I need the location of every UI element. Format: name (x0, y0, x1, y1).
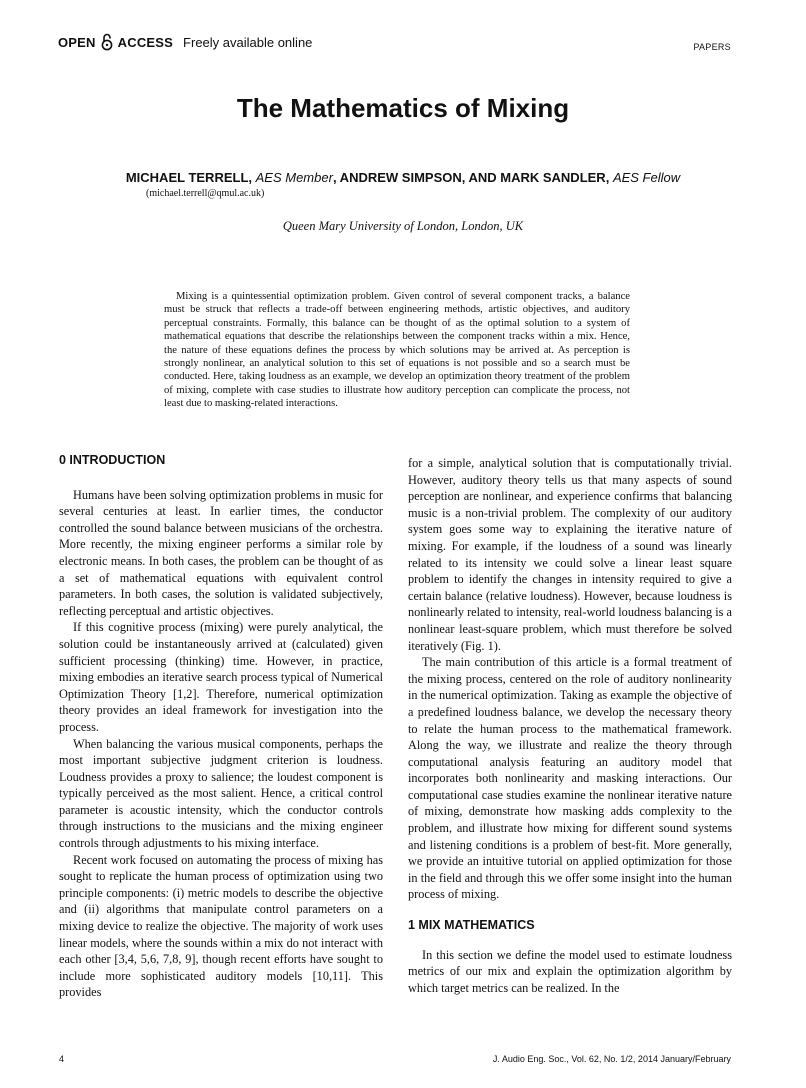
body-paragraph: The main contribution of this article is a formal treatment of the mixing process, centered on the role of auditory nonlinearity in the numerical optimization. Taking as example the objective of a predefined loudness balance, we develop the necessary theory to relate the human process to the mathematical framework. Along the way, we illustrate and realize the theory through computational analysis featuring an auditory model that incorporates both nonlinearity and masking interactions. Our computational case studies examine the nonlinear iterative nature of mixing, demonstrate how masking adds complexity to the problem, and illustrate how mixing for different sound systems and listening conditions is a problem of best-fit. More generally, we provide an intuitive tutorial on applied optimization for those in the field and through this we offer some insight into the human process of mixing. (408, 655, 732, 902)
freely-available-tagline: Freely available online (183, 34, 313, 50)
body-paragraph: Recent work focused on automating the process of mixing has sought to replicate the human process of optimization using two principle components: (i) metric models to describe the objective and (ii) algorithms that manipulate control parameters on a mixing device to realize the objective. The majority of work uses linear models, where the sounds within a mix do not interact with each other [3,4, 5,6, 7,8, 9], though recent efforts have sought to include more sophisticated auditory models [10,11]. This provides (59, 852, 383, 1000)
body-paragraph: When balancing the various musical components, perhaps the most important subjective judgment criterion is loudness. Loudness provides a proxy to salience; the loudest component is typically perceived as the most salient. Hence, a critical control parameter is acoustic intensity, which the conductor controls through instructions to the musicians and the mixing engineer controls through adjustments to his mixing interface. (59, 736, 383, 851)
affiliation: Queen Mary University of London, London, UK (282, 219, 524, 233)
body-paragraph: If this cognitive process (mixing) were purely analytical, the solution could be instantaneously arrived at (calculated) given sufficient processing (thinking) time. However, in practice, mixing embodies an iterative search process typical of Numerical Optimization Theory [1,2]. Therefore, numerical optimization theory provides an ideal framework for investigation into the process. (59, 620, 383, 734)
left-column (59, 452, 383, 1001)
section-heading-mix-mathematics: 1 MIX MATHEMATICS (408, 918, 535, 933)
body-paragraph: In this section we define the model used to estimate loudness metrics of our mix and explain the optimization algorithm by which target metrics can be realized. In the (408, 947, 732, 995)
section-heading-introduction: 0 INTRODUCTION (59, 453, 166, 467)
author-line (0, 170, 806, 185)
author-email: (michael.terrell@qmul.ac.uk) (146, 188, 265, 199)
right-column (408, 455, 732, 996)
body-paragraph: Humans have been solving optimization problems in music for several centuries at least. In earlier times, the conductor controlled the sound balance between musicians of the orchestra. More recently, the mixing engineer performs a similar role by electronic means. In both cases, the problem can be thought of as a set of mathematical equations with equivalent control parameters. In both cases, the solution is validated subjectively, reflecting perceptual and artistic objectives. (59, 487, 383, 618)
author-1-name: MICHAEL TERRELL, (125, 170, 252, 185)
abstract: Mixing is a quintessential optimization problem. Given control of several component tracks, a balance must be struck that reflects a trade-off between engineering methods, artistic objectives, and auditory perceptual constraints. Formally, this balance can be thought of as the optimal solution to a system of mathematical equations that describe the relationships between the component tracks within a mix. Hence, the nature of these equations defines the process by which solutions may be arrived at. As perception is strongly nonlinear, an analytical solution to this set of equations is not possible and so a search must be conducted. Here, taking loudness as an example, we develop an optimization theory treatment of the problem of mixing, complete with case studies to illustrate how auditory perception can complicate the process, not least due to masking-related interactions. (164, 291, 630, 410)
access-word: ACCESS (117, 34, 174, 50)
open-access-banner (58, 32, 312, 52)
paper-title: The Mathematics of Mixing (236, 93, 570, 123)
section-label: PAPERS (693, 42, 731, 52)
open-lock-icon (100, 33, 114, 51)
journal-citation: J. Audio Eng. Soc., Vol. 62, No. 1/2, 2014 January/February (492, 1054, 731, 1064)
open-word: OPEN (58, 34, 96, 50)
author-1-role: AES Member (255, 170, 333, 185)
page-number: 4 (59, 1054, 65, 1064)
body-paragraph-continued: for a simple, analytical solution that is computationally trivial. However, auditory theory tells us that many aspects of sound perception are nonlinear, and experience confirms that balancing music is a non-trivial problem. The complexity of our auditory system goes some way to explaining the iterative nature of mixing. For example, if the loudness of a sound was linearly related to its intensity we could solve a linear least square problem to identify the changes in intensity required to give a certain balance (relative loudness). However, because loudness is nonlinearly related to intensity, real-world loudness balancing is a nonlinear least-square problem, which must therefore be solved iteratively (Fig. 1). (408, 456, 732, 653)
author-3-role: AES Fellow (612, 170, 681, 185)
author-2-3-names: , ANDREW SIMPSON, AND MARK SANDLER, (332, 170, 610, 185)
